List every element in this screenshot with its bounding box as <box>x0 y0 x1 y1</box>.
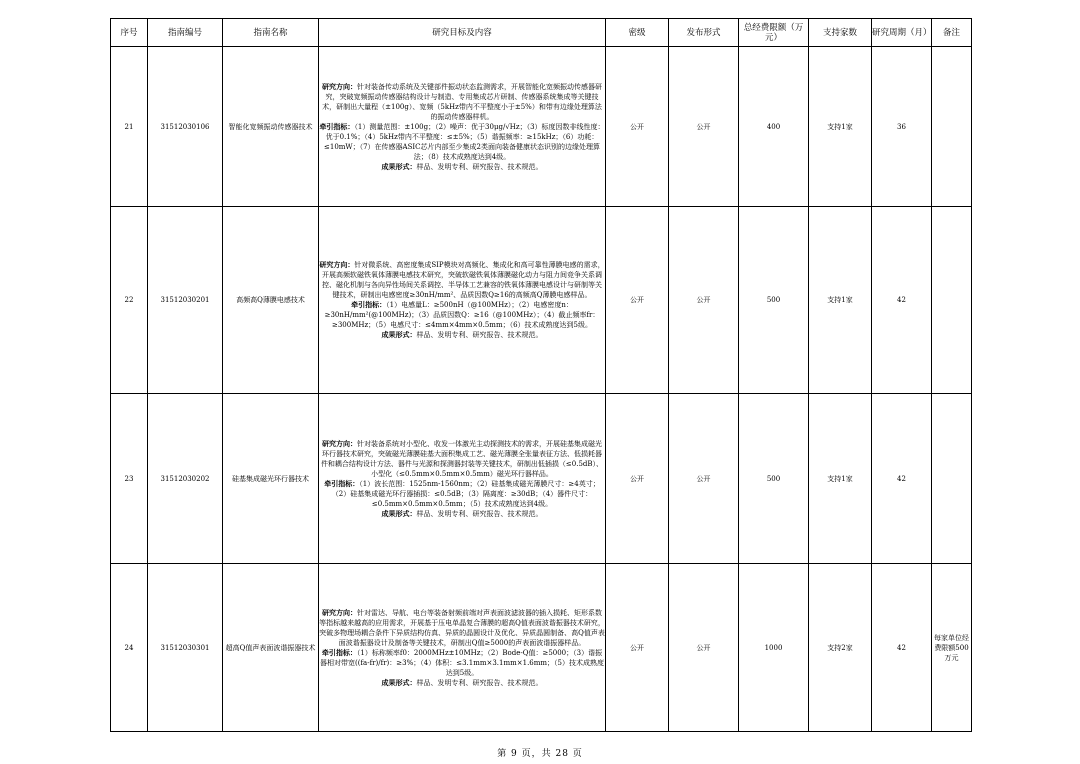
header-name: 指南名称 <box>223 19 319 47</box>
table-row <box>111 394 972 564</box>
index-text: （1）标称频率f0：2000MHz±10MHz；（2）Bode-Q值：≥5000；（3）谐振器相对带宽((fa-fr)/fr)：≥3%；（4）体积：≤3.1mm×3.1mm×1.6mm；（5）技术成熟度达到5级。 <box>320 648 604 677</box>
guide-table <box>110 18 972 732</box>
result-label: 成果形式： <box>381 678 417 687</box>
cell-no: 24 <box>111 564 148 732</box>
header-period: 研究周期（月） <box>872 19 932 47</box>
table-row <box>111 47 972 207</box>
cell-secret: 公开 <box>606 47 669 207</box>
cell-support: 支持1家 <box>809 394 872 564</box>
cell-budget: 500 <box>739 207 809 394</box>
cell-code: 31512030106 <box>148 47 223 207</box>
cell-publish: 公开 <box>669 394 739 564</box>
header-support: 支持家数 <box>809 19 872 47</box>
cell-period: 42 <box>872 207 932 394</box>
cell-note <box>932 47 972 207</box>
cell-support: 支持1家 <box>809 207 872 394</box>
index-text: （1）波长范围：1525nm-1560nm；（2）硅基集成磁光薄膜尺寸：≥4英寸；（2）硅基集成磁光环行器插损：≤0.5dB；（3）隔离度：≥30dB；（4）器件尺寸：≤0.5mm×0.5mm×0.5mm；（5）技术成熟度达到4级。 <box>331 479 600 508</box>
cell-budget: 500 <box>739 394 809 564</box>
direction-text: 针对微系统、高密度集成SIP模块对高频化、集成化和高可靠性薄膜电感的需求，开展高频软磁铁氧体薄膜电感技术研究，突破软磁铁氧体薄膜磁化动力与阻力间竞争关系调控、磁化机制与各向异性场间关系调控、半导体工艺兼容的铁氧体薄膜电感设计与研制等关键技术，研制出电感密度≥30nH/mm²、品质因数Q≥16的高频高Q薄膜电感样品。 <box>322 261 605 299</box>
cell-secret: 公开 <box>606 207 669 394</box>
result-text: 样品、发明专利、研究报告、技术规范。 <box>416 509 543 518</box>
cell-period: 42 <box>872 394 932 564</box>
index-label: 牵引指标： <box>319 122 355 131</box>
direction-text: 针对雷达、导航、电台等装备射频前端对声表面波滤波器的插入损耗、矩形系数等指标越来越高的应用需求，开展基于压电单晶复合薄膜的超高Q值表面波谐振器技术研究，突破多物理场耦合条件下异质结构仿真、异质的晶圆设计及优化、异质晶圆制备、高Q值声表面波谐振器设计及制备等关键技术，研制出Q值≥5000的声表面波谐振器样品。 <box>319 608 605 647</box>
direction-label: 研究方向： <box>322 439 357 448</box>
cell-content <box>319 564 606 732</box>
table-row <box>111 207 972 394</box>
cell-content <box>319 207 606 394</box>
direction-text: 针对装备系统对小型化、收发一体激光主动探测技术的需求，开展硅基集成磁光环行器技术研究，突破磁光薄膜硅基大面积集成工艺、磁光薄膜全张量表征方法、低损耗器件和耦合结构设计方法、器件与光源和探测器封装等关键技术，研制出低插损（≤0.5dB）、小型化（≤0.5mm×0.5mm×0.5mm）磁光环行器样品。 <box>320 439 604 478</box>
result-text: 样品、发明专利、研究报告、技术规范。 <box>416 162 543 171</box>
cell-content <box>319 47 606 207</box>
cell-content <box>319 394 606 564</box>
result-label: 成果形式： <box>381 331 417 339</box>
cell-note <box>932 207 972 394</box>
table-header-row <box>111 19 972 47</box>
cell-code: 31512030202 <box>148 394 223 564</box>
cell-budget: 1000 <box>739 564 809 732</box>
index-text: （1）测量范围：±100g；（2）噪声：优于30μg/√Hz；（3）标度因数非线性度：优于0.1%；（4）5kHz带内不平整度：≤±5%；（5）谐振频率：≥15kHz；（6）功耗：≤10mW；（7）在传感器ASIC芯片内部至少集成2类面向装备健康状态识别的边缘处理算法；（8）技术成熟度达到4级。 <box>324 122 605 161</box>
direction-text: 针对装备传动系统及关键部件振动状态监测需求，开展智能化宽频振动传感器研究，突破宽频振动传感器结构设计与制造、专用集成芯片研制、传感器系统集成等关键技术，研制出大量程（±100g）、宽频（5kHz带内不平整度小于±5%）和带有边缘处理算法的振动传感器样机。 <box>322 82 602 121</box>
cell-no: 21 <box>111 47 148 207</box>
cell-no: 23 <box>111 394 148 564</box>
header-content: 研究目标及内容 <box>319 19 606 47</box>
cell-name: 硅基集成磁光环行器技术 <box>223 394 319 564</box>
result-label: 成果形式： <box>381 162 417 171</box>
result-text: 样品、发明专利、研究报告、技术规范。 <box>416 678 543 687</box>
index-label: 牵引指标： <box>321 648 357 657</box>
cell-name: 智能化宽频振动传感器技术 <box>223 47 319 207</box>
cell-name: 高频高Q薄膜电感技术 <box>223 207 319 394</box>
cell-note <box>932 394 972 564</box>
cell-name: 超高Q值声表面波谐振器技术 <box>223 564 319 732</box>
cell-code: 31512030201 <box>148 207 223 394</box>
index-label: 牵引指标： <box>324 479 360 488</box>
result-text: 样品、发明专利、研究报告、技术规范。 <box>416 331 543 339</box>
cell-publish: 公开 <box>669 47 739 207</box>
header-code: 指南编号 <box>148 19 223 47</box>
cell-secret: 公开 <box>606 394 669 564</box>
page-footer: 第 9 页，共 28 页 <box>497 749 583 759</box>
header-no: 序号 <box>111 19 148 47</box>
cell-support: 支持1家 <box>809 47 872 207</box>
cell-no: 22 <box>111 207 148 394</box>
cell-period: 42 <box>872 564 932 732</box>
index-label: 牵引指标： <box>351 301 387 309</box>
header-publish: 发布形式 <box>669 19 739 47</box>
cell-code: 31512030301 <box>148 564 223 732</box>
cell-publish: 公开 <box>669 207 739 394</box>
header-secret: 密级 <box>606 19 669 47</box>
cell-publish: 公开 <box>669 564 739 732</box>
header-budget: 总经费限额（万元） <box>739 19 809 47</box>
direction-label: 研究方向： <box>319 261 355 269</box>
header-note: 备注 <box>932 19 972 47</box>
result-label: 成果形式： <box>381 509 417 518</box>
cell-note: 每家单位经费限额500万元 <box>932 564 972 732</box>
index-text: （1）电感量L：≥500nH（@100MHz）；（2）电感密度n：≥30nH/mm²(@100MHz)；（3）品质因数Q：≥16（@100MHz）；（4）截止频率fr：≥300MHz；（5）电感尺寸：≤4mm×4mm×0.5mm；（6）技术成熟度达到5级。 <box>324 301 600 329</box>
cell-period: 36 <box>872 47 932 207</box>
cell-secret: 公开 <box>606 564 669 732</box>
cell-budget: 400 <box>739 47 809 207</box>
cell-support: 支持2家 <box>809 564 872 732</box>
direction-label: 研究方向： <box>322 608 357 617</box>
direction-label: 研究方向： <box>322 82 357 91</box>
table-row <box>111 564 972 732</box>
